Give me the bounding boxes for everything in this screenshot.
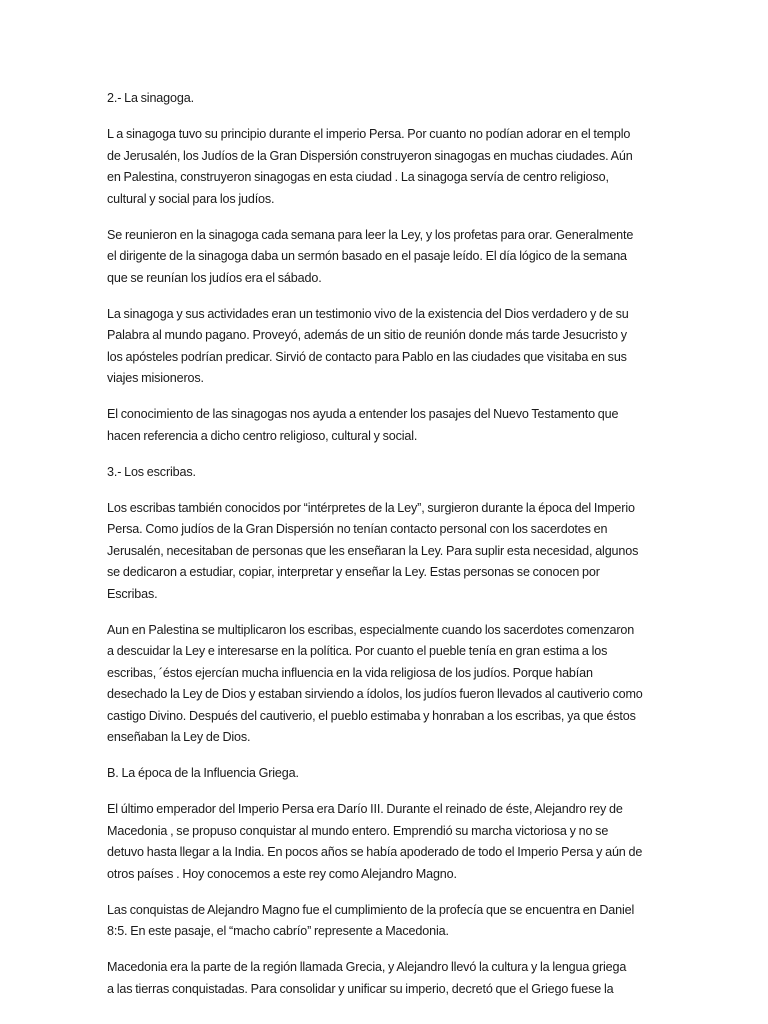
paragraph-scribes-origin: Los escribas también conocidos por “intérpretes de la Ley”, surgieron durante la época del Imperio Persa. Como judíos de la Gran Dispersión no tenían contacto personal con los sacerdotes en Jerusalén, necesitaban de personas que les enseñaran la Ley. Para suplir esta necesidad, algunos se dedicaron a estudiar, copiar, interpretar y enseñar la Ley. Estas personas se conocen por Escribas. (107, 500, 639, 601)
paragraph-alexander-prophecy: Las conquistas de Alejandro Magno fue el cumplimiento de la profecía que se encuentra en Daniel 8:5. En este pasaje, el “macho cabrío” represente a Macedonia. (107, 902, 635, 938)
paragraph-last-persian-emperor: El último emperador del Imperio Persa era Darío III. Durante el reinado de éste, Alejandro rey de Macedonia , se propuso conquistar al mundo entero. Emprendió su marcha victoriosa y no se detuvo hasta llegar a la India. En pocos años se había apoderado de todo el Imperio Persa y aún de otros países . Hoy conocemos a este rey como Alejandro Magno. (107, 802, 643, 881)
paragraph-synagogue-knowledge: El conocimiento de las sinagogas nos ayuda a entender los pasajes del Nuevo Testamento que hacen referencia a dicho centro religioso, cultural y social. (107, 407, 619, 443)
paragraph-synagogue-testimony: La sinagoga y sus actividades eran un testimonio vivo de la existencia del Dios verdadero y de su Palabra al mundo pagano. Proveyó, además de un sitio de reunión donde más tarde Jesucristo y los apósteles podrían predicar. Sirvió de contacto para Pablo en las ciudades que visitaba en sus viajes misioneros. (107, 306, 629, 385)
paragraph-macedonia: Macedonia era la parte de la región llamada Grecia, y Alejandro llevó la cultura y la lengua griega a las tierras conquistadas. Para consolidar y unificar su imperio, decretó que el Griego fuese la (107, 960, 627, 996)
paragraph-scribes-palestine: Aun en Palestina se multiplicaron los escribas, especialmente cuando los sacerdotes comenzaron a descuidar la Ley e interesarse en la política. Por cuanto el pueble tenía en gran estima a los escribas, ´éstos ejercían mucha influencia en la vida religiosa de los judíos. Porque habían desechado la Ley de Dios y estaban sirviendo a ídolos, los judíos fueron llevados al cautiverio como castigo Divino. Después del cautiverio, el pueblo estimaba y honraban a los escribas, ya que éstos enseñaban la Ley de Dios. (107, 622, 643, 744)
document-page (107, 88, 697, 1015)
paragraph-synagogue-origin: L a sinagoga tuvo su principio durante el imperio Persa. Por cuanto no podían adorar en el templo de Jerusalén, los Judíos de la Gran Dispersión construyeron sinagogas en muchas ciudades. Aún en Palestina, construyeron sinagogas en esta ciudad . La sinagoga servía de centro religioso, cultural y social para los judíos. (107, 127, 633, 206)
section-heading-synagogue: 2.- La sinagoga. (107, 91, 194, 105)
paragraph-synagogue-meetings: Se reunieron en la sinagoga cada semana para leer la Ley, y los profetas para orar. Generalmente el dirigente de la sinagoga daba un sermón basado en el pasaje leído. El día lógico de la semana que se reunían los judíos era el sábado. (107, 227, 634, 285)
section-heading-greek-influence: B. La época de la Influencia Griega. (107, 766, 299, 780)
section-heading-scribes: 3.- Los escribas. (107, 464, 196, 479)
